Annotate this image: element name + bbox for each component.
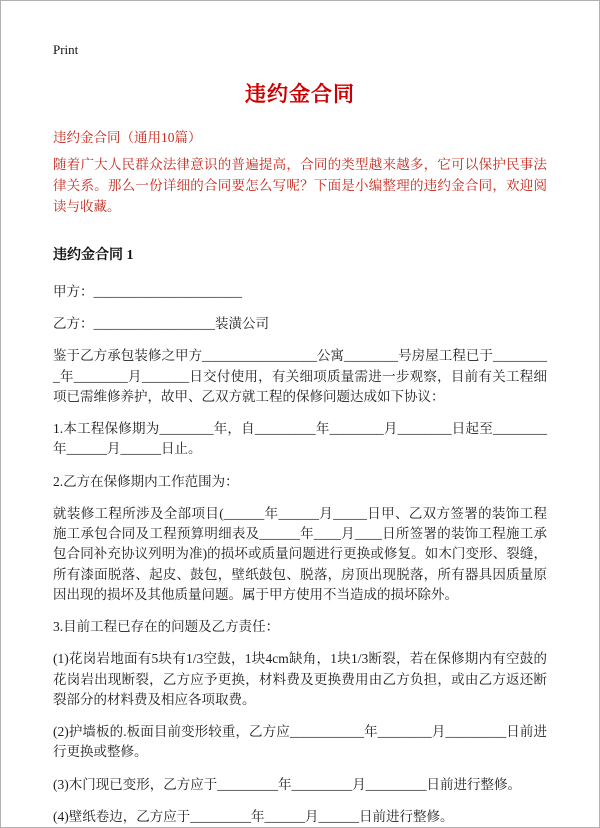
paragraph-party-b: 乙方：__________________装潢公司	[53, 316, 269, 332]
paragraph-party-a: 甲方：______________________	[53, 283, 242, 299]
paragraph-item-2: (2)护墙板的.板面目前变形较重，乙方应___________年________月_________日前进行更换或整修。	[53, 724, 547, 760]
paragraph-clause-2: 2.乙方在保修期内工作范围为：	[53, 473, 239, 489]
paragraph-clause-1: 1.本工程保修期为________年，自_________年________月________日起至________年______月______日止。	[53, 421, 547, 457]
page-title: 违约金合同	[245, 82, 355, 106]
section-heading: 违约金合同 1	[53, 247, 134, 263]
paragraph-preamble: 鉴于乙方承包装修之甲方_________________公寓________号房屋工程已于_________年________月_______日交付使用，有关细项质量需进一步观察，目前有关工程细项已需维修养护，故甲、乙双方就工程的保修问题达成如下协议：	[53, 348, 547, 404]
paragraph-item-4: (4)壁纸卷边，乙方应于_________年______月______日前进行整修。	[53, 808, 454, 824]
paragraph-scope: 就装修工程所涉及全部项目(______年______月_____日甲、乙双方签署的装饰工程施工承包合同及工程预算明细表及______年____月____日所签署的装饰工程施工承包合同补充协议列明为准)的损坏或质量问题进行更换或修复。如木门变形、裂缝，所有漆面脱落、起皮、鼓包，壁纸鼓包、脱落，房顶出现脱落，所有器具因质量原因出现的损坏及其他质量问题。属于甲方使用不当造成的损坏除外。	[53, 505, 547, 602]
document-intro: 随着广大人民群众法律意识的普遍提高，合同的类型越来越多，它可以保护民事法律关系。那么一份详细的合同要怎么写呢？下面是小编整理的违约金合同，欢迎阅读与收藏。	[53, 157, 547, 214]
paragraph-item-3: (3)木门现已变形，乙方应于_________年_________月_________日前进行整修。	[53, 776, 521, 792]
paragraph-clause-3: 3.目前工程已存在的问题及乙方责任：	[53, 619, 280, 635]
print-button[interactable]: Print	[53, 42, 79, 57]
document-subtitle: 违约金合同（通用10篇）	[53, 130, 202, 145]
paragraph-item-1: (1)花岗岩地面有5块有1/3空鼓，1块4cm缺角，1块1/3断裂，若在保修期内有空鼓的花岗岩出现断裂，乙方应予更换，材料费及更换费用由乙方负担，或由乙方返还断裂部分的材料费及相应各项取费。	[53, 651, 547, 707]
